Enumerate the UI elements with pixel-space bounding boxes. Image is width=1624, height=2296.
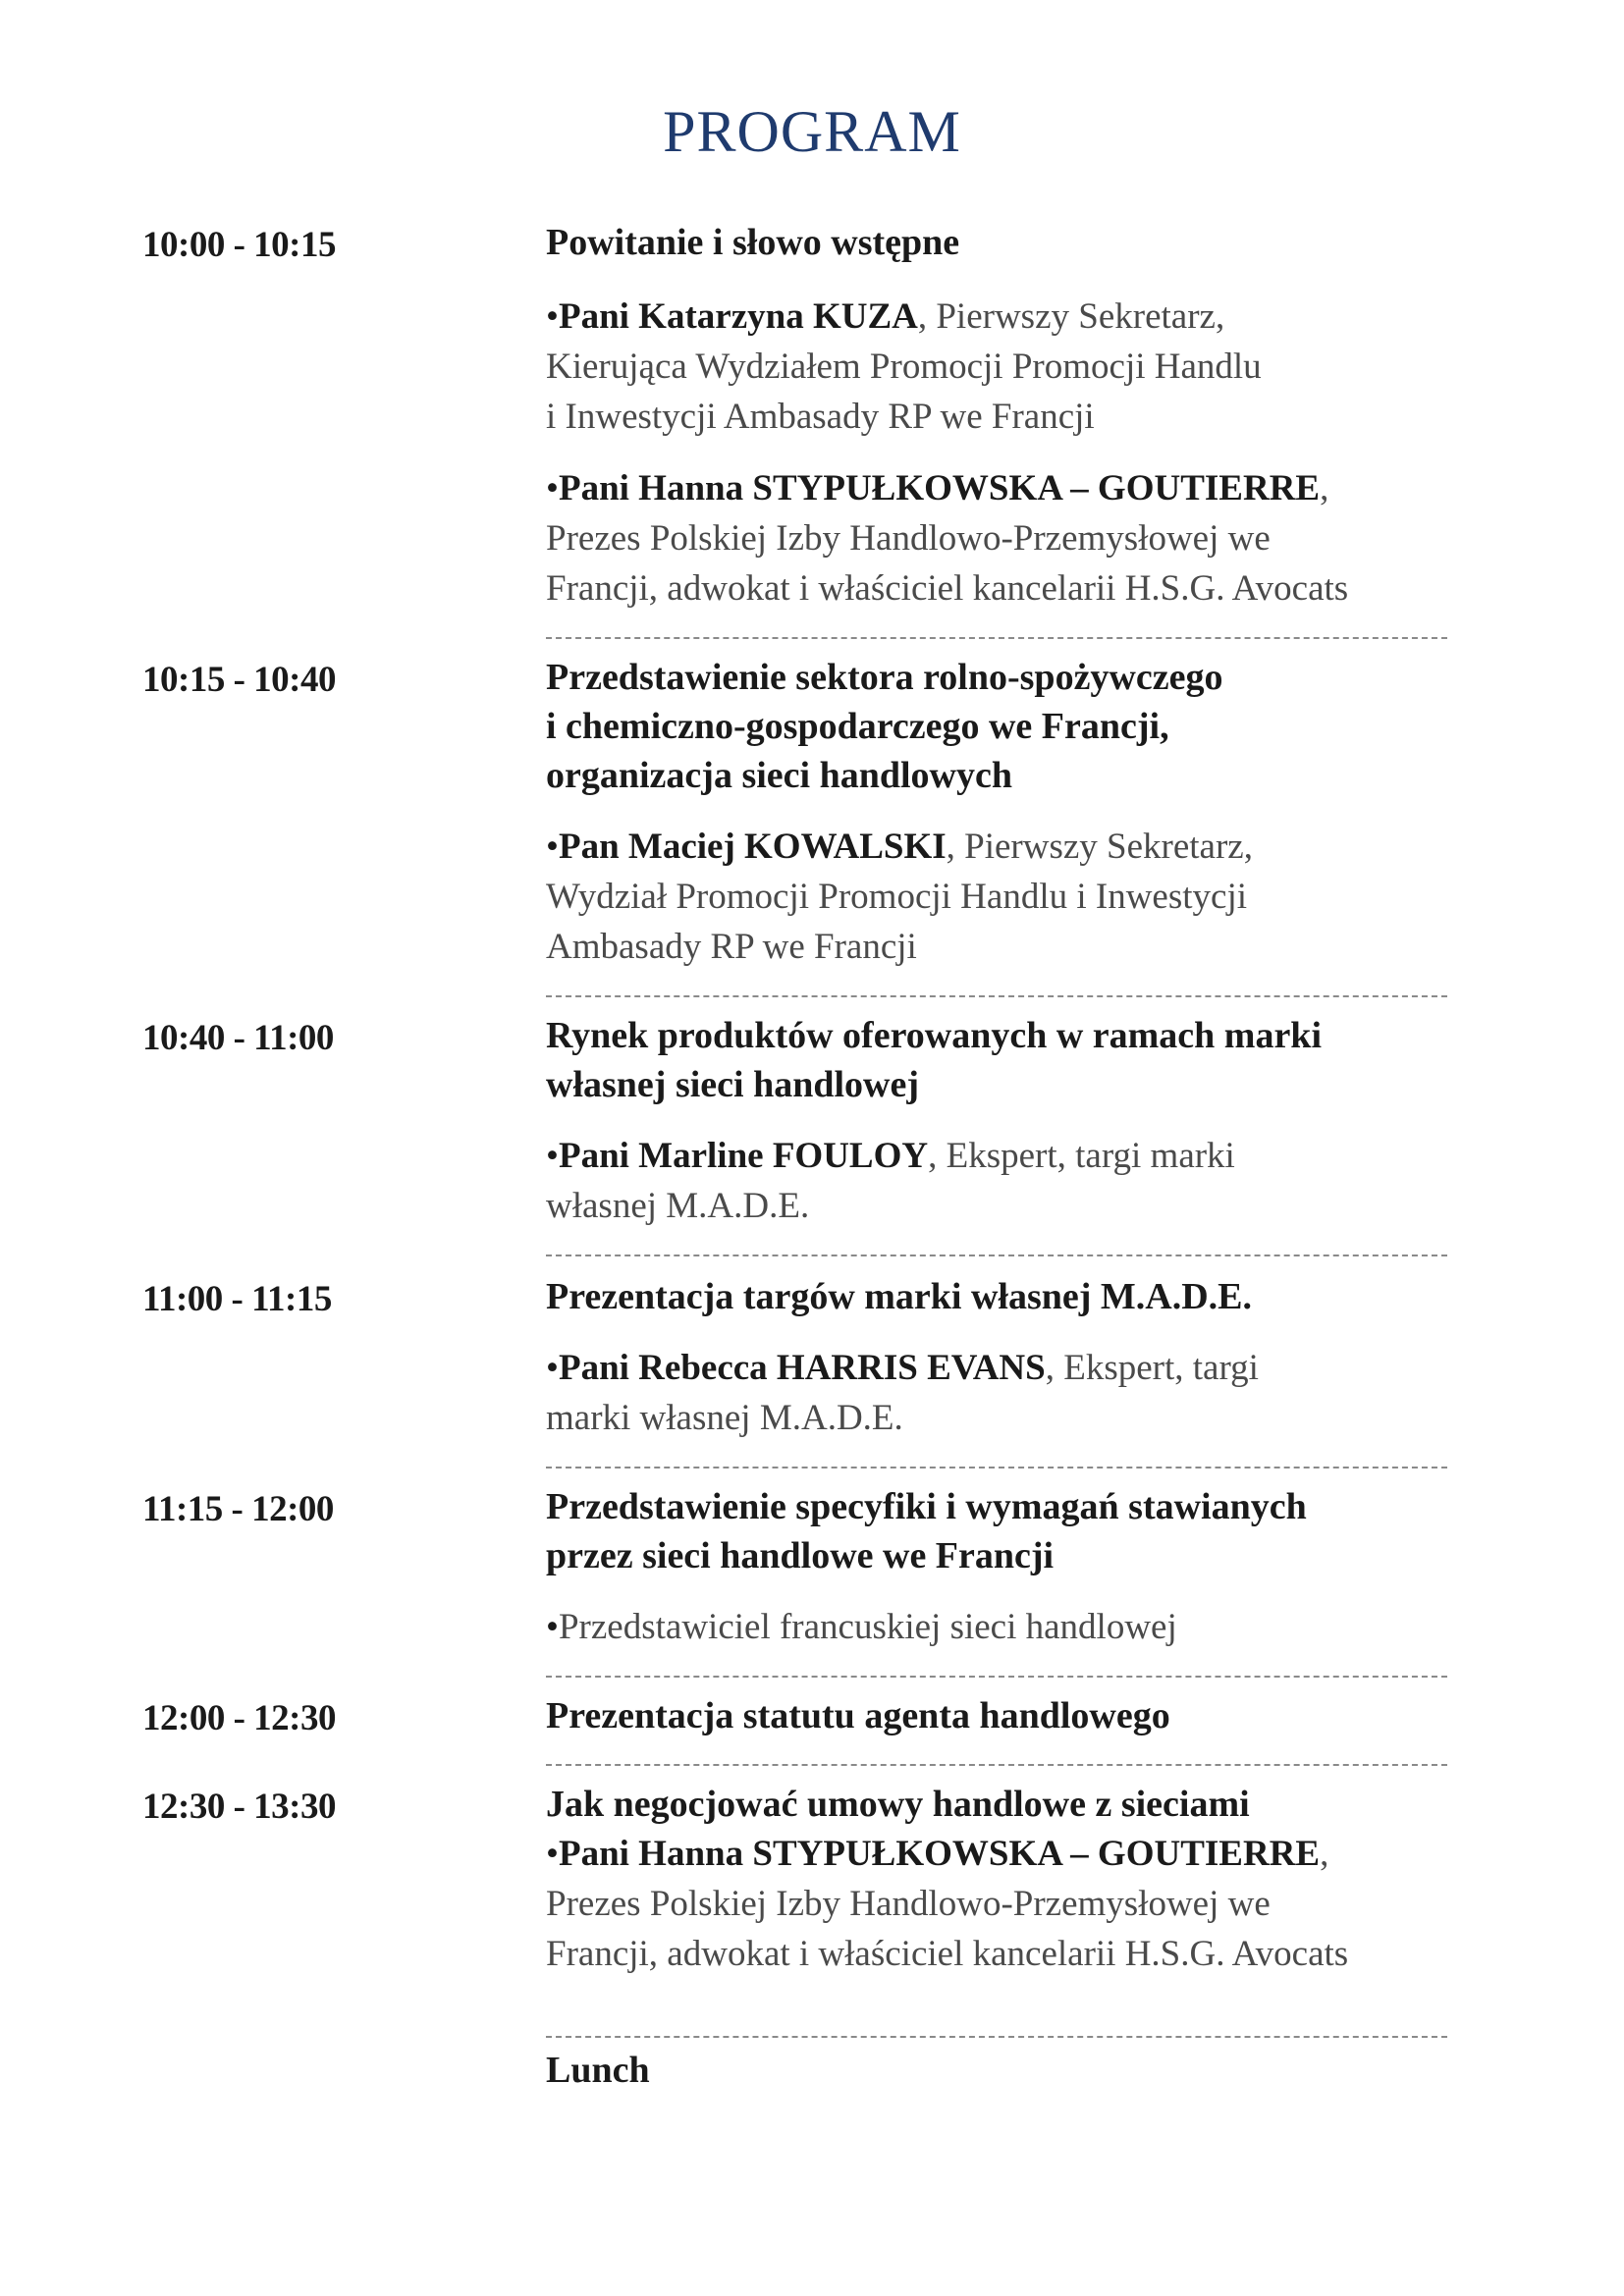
entry-content <box>546 1011 1489 1231</box>
speaker-first-line <box>546 292 1489 342</box>
session-title: i chemiczno-gospodarczego we Francji, <box>546 706 1169 747</box>
separator-line <box>546 1255 1447 1256</box>
speaker-entry <box>546 1343 1489 1443</box>
session-title: Powitanie i słowo wstępne <box>546 222 960 263</box>
time-slot: 10:40 - 11:00 <box>142 1018 334 1058</box>
speaker-first-line <box>546 1829 1489 1879</box>
session-title: przez sieci handlowe we Francji <box>546 1535 1055 1576</box>
program-entry <box>0 218 1624 614</box>
bullet-icon: • <box>546 1834 559 1874</box>
speaker-first-line <box>546 822 1489 872</box>
bullet-icon: • <box>546 827 559 867</box>
bullet-icon: • <box>546 1136 559 1176</box>
session-title: Przedstawienie sektora rolno-spożywczego <box>546 657 1223 698</box>
separator-line <box>546 995 1447 997</box>
session-title: Prezentacja targów marki własnej M.A.D.E. <box>546 1276 1253 1317</box>
program-entry <box>0 2046 1624 2095</box>
program-list <box>0 218 1624 2095</box>
speaker-entry <box>546 1602 1489 1652</box>
speaker-first-line <box>546 1343 1489 1393</box>
speaker-role: , <box>1320 468 1329 508</box>
speaker-role-line: Wydział Promocji Promocji Handlu i Inwestycji <box>546 877 1248 917</box>
separator-line <box>546 2036 1447 2038</box>
speaker-name: Pani Hanna STYPUŁKOWSKA – GOUTIERRE <box>558 1834 1321 1874</box>
time-slot: 11:15 - 12:00 <box>142 1489 334 1529</box>
speaker-entry <box>546 822 1489 972</box>
speaker-role-line: Ambasady RP we Francji <box>546 927 917 967</box>
speaker-role-line: Prezes Polskiej Izby Handlowo-Przemysłowej we <box>546 1884 1271 1924</box>
speaker-role-line: Kierująca Wydziałem Promocji Promocji Handlu <box>546 347 1262 387</box>
entry-content <box>546 653 1489 972</box>
separator-line <box>546 1467 1447 1468</box>
entry-content <box>546 1780 1489 1979</box>
time-slot: 10:00 - 10:15 <box>142 225 336 265</box>
time-slot: 12:00 - 12:30 <box>142 1698 336 1738</box>
program-entry <box>0 1011 1624 1231</box>
speaker-role-line: własnej M.A.D.E. <box>546 1186 810 1226</box>
speaker-first-line <box>546 1602 1489 1652</box>
entry-content <box>546 1482 1489 1652</box>
separator-line <box>546 1764 1447 1766</box>
speaker-role-line: Francji, adwokat i właściciel kancelarii H.S.G. Avocats <box>546 568 1349 609</box>
speaker-role: Przedstawiciel francuskiej sieci handlowej <box>558 1607 1177 1647</box>
session-title: organizacja sieci handlowych <box>546 755 1012 796</box>
speaker-name: Pan Maciej KOWALSKI <box>558 827 947 867</box>
session-title: własnej sieci handlowej <box>546 1064 919 1105</box>
session-title: Jak negocjować umowy handlowe z sieciami <box>546 1784 1250 1825</box>
page-title: PROGRAM <box>663 99 961 164</box>
speaker-role-line: Francji, adwokat i właściciel kancelarii H.S.G. Avocats <box>546 1934 1349 1974</box>
speaker-name: Pani Marline FOULOY <box>558 1136 929 1176</box>
speaker-entry <box>546 463 1489 614</box>
bullet-icon: • <box>546 296 559 337</box>
entry-content <box>546 218 1489 614</box>
program-entry <box>0 1691 1624 1740</box>
program-entry <box>0 1482 1624 1652</box>
session-title: Lunch <box>546 2050 650 2091</box>
session-title: Prezentacja statutu agenta handlowego <box>546 1695 1170 1736</box>
bullet-icon: • <box>546 468 559 508</box>
entry-content <box>546 2046 1489 2095</box>
time-slot: 11:00 - 11:15 <box>142 1279 332 1319</box>
speaker-name: Pani Rebecca HARRIS EVANS <box>558 1348 1046 1388</box>
session-title: Przedstawienie specyfiki i wymagań stawianych <box>546 1486 1307 1527</box>
program-entry <box>0 653 1624 972</box>
speaker-entry <box>546 1829 1489 1979</box>
speaker-role-line: Prezes Polskiej Izby Handlowo-Przemysłowej we <box>546 518 1271 559</box>
speaker-name: Pani Katarzyna KUZA <box>558 296 918 337</box>
speaker-name: Pani Hanna STYPUŁKOWSKA – GOUTIERRE <box>558 468 1321 508</box>
speaker-first-line <box>546 1131 1489 1181</box>
speaker-role: , Ekspert, targi marki <box>928 1136 1235 1176</box>
speaker-role: , Pierwszy Sekretarz, <box>917 296 1225 337</box>
program-entry <box>0 1272 1624 1443</box>
session-title: Rynek produktów oferowanych w ramach marki <box>546 1015 1323 1056</box>
speaker-role: , Ekspert, targi <box>1045 1348 1259 1388</box>
speaker-role: , Pierwszy Sekretarz, <box>946 827 1253 867</box>
program-entry <box>0 1780 1624 1979</box>
speaker-entry <box>546 1131 1489 1231</box>
speaker-role-line: marki własnej M.A.D.E. <box>546 1398 903 1438</box>
time-slot: 10:15 - 10:40 <box>142 660 336 700</box>
separator-line <box>546 1676 1447 1678</box>
speaker-role: , <box>1320 1834 1329 1874</box>
separator-line <box>546 637 1447 639</box>
bullet-icon: • <box>546 1607 559 1647</box>
entry-content <box>546 1272 1489 1443</box>
speaker-role-line: i Inwestycji Ambasady RP we Francji <box>546 397 1095 437</box>
speaker-entry <box>546 292 1489 442</box>
time-slot: 12:30 - 13:30 <box>142 1787 336 1827</box>
bullet-icon: • <box>546 1348 559 1388</box>
entry-content <box>546 1691 1489 1740</box>
speaker-first-line <box>546 463 1489 513</box>
